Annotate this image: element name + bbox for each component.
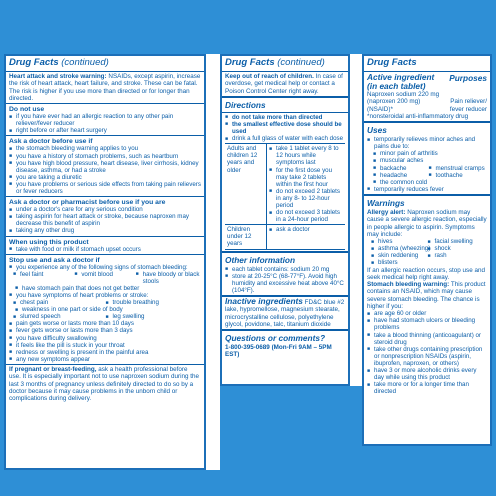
when-using-title: When using this product	[9, 238, 89, 246]
heart-sign: ■ slurred speech	[20, 313, 109, 320]
carton-strip-left	[206, 54, 220, 470]
list-item: ■ taking any other drug	[16, 227, 201, 234]
list-item: ■ have 3 or more alcoholic drinks every day while using this product	[374, 367, 487, 381]
dosage-table	[225, 143, 345, 249]
symptom: ■ hives	[378, 238, 431, 245]
list-item: ■ do not exceed 2 tablets in any 8- to 12-hour period	[276, 188, 340, 209]
heart-sign: ■ trouble breathing	[113, 299, 202, 306]
symptom: ■ facial swelling	[435, 238, 488, 245]
list-item: ■ take other drugs containing prescription or nonprescription NSAIDs (aspirin, ibuprofen, naproxen, or others)	[374, 346, 487, 367]
active-ingredient: Naproxen sodium 220 mg (naproxen 200 mg) (NSAID)* Pain reliever/ fever reducer *nonsteroidal anti-inflammatory drug	[367, 91, 487, 120]
symptom: ■ asthma (wheezing)	[378, 245, 431, 252]
list-item: ■ taking aspirin for heart attack or stroke, because naproxen may decrease this benefit of aspirin	[16, 213, 201, 227]
stomach-bleeding-warning: Stomach bleeding warning: This product contains an NSAID, which may cause severe stomach bleeding. The chance is higher if you:	[367, 281, 486, 310]
heart-sign: ■ leg swelling	[113, 313, 202, 320]
ask-doctor-title: Ask a doctor before use if	[9, 138, 93, 146]
panel-header: Drug Facts (continued)	[225, 57, 325, 68]
drug-facts-panel-1	[4, 54, 206, 470]
list-item: ■ pain gets worse or lasts more than 10 days	[16, 320, 201, 327]
list-item: ■ any new symptoms appear	[16, 356, 201, 363]
pregnancy-warning: If pregnant or breast-feeding, ask a health professional before use. It is especially important not to use naproxen sodium during the last 3 months of pregnancy unless definitely directed to do so by a doctor because it may cause problems in the unborn child or complications during delivery.	[9, 365, 200, 403]
list-item: ■ you are taking a diuretic	[16, 174, 201, 181]
list-item: ■ store at 20-25°C (68-77°F). Avoid high humidity and excessive heat above 40°C (104°F).	[232, 273, 345, 294]
bleeding-sign: ■ feel faint	[20, 271, 78, 285]
symptom: ■ skin reddening	[378, 252, 431, 259]
stop-use-rest	[6, 320, 204, 363]
list-item: ■ fever gets worse or lasts more than 3 days	[16, 327, 201, 334]
questions-phone: 1-800-395-0689 (Mon-Fri 9AM – 5PM EST)	[225, 344, 332, 359]
stomach-bleeding-list	[364, 310, 490, 395]
warnings-title: Warnings	[367, 197, 405, 208]
bleeding-sign: ■ vomit blood	[81, 271, 139, 285]
active-ingredient-header: Active ingredient (in each tablet) Purposes	[367, 72, 487, 91]
heart-signs	[6, 299, 204, 306]
ask-pharmacist-list	[6, 206, 204, 234]
carton-strip-mid	[350, 54, 362, 386]
table-cell-who: Adults and children 12 years and older	[225, 144, 267, 225]
list-item: ■ do not take more than directed	[232, 114, 345, 121]
list-item: ■ take a blood thinning (anticoagulant) or steroid drug	[374, 332, 487, 346]
stop-use-list	[6, 264, 204, 271]
list-item: ■ are age 60 or older	[374, 310, 487, 317]
list-item: ■ redness or swelling is present in the painful area	[16, 349, 201, 356]
other-information-title: Other information	[225, 254, 296, 265]
list-item: ■ you have high blood pressure, heart disease, liver cirrhosis, kidney disease, asthma, or had a stroke	[16, 160, 201, 174]
questions-title: Questions or comments?	[225, 333, 326, 344]
allergy-alert: Allergy alert: Naproxen sodium may cause a severe allergic reaction, especially in people allergic to aspirin. Symptoms may include:	[367, 208, 487, 238]
list-item: ■ you have a history of stomach problems, such as heartburn	[16, 153, 201, 160]
uses-title: Uses	[367, 125, 387, 136]
list-item: ■ ask a doctor	[276, 226, 340, 233]
keep-out-of-reach: Keep out of reach of children. In case of overdose, get medical help or contact a Poison Control Center right away.	[225, 73, 343, 95]
list-item: ■ you have problems or serious side effects from taking pain relievers or fever reducers	[16, 181, 201, 195]
list-item: ■ each tablet contains: sodium 20 mg	[232, 266, 345, 273]
symptom: ■ rash	[435, 252, 488, 259]
panel-header: Drug Facts (continued)	[9, 57, 109, 68]
bleeding-sign: ■ have bloody or black stools	[143, 271, 201, 285]
directions-list	[222, 114, 348, 142]
ask-doctor-list	[6, 145, 204, 195]
use-item: ■ the common cold	[380, 179, 487, 186]
list-item: ■ for the first dose you may take 2 tablets within the first hour	[276, 167, 340, 188]
use-item: ■ muscular aches	[380, 157, 487, 164]
table-cell-who: Children under 12 years	[225, 225, 267, 249]
symptom: ■ blisters	[378, 259, 431, 266]
when-using-list	[6, 246, 204, 253]
list-item: ■ have had stomach ulcers or bleeding problems	[374, 317, 487, 331]
list-item: ■ take with food or milk if stomach upset occurs	[16, 246, 201, 253]
bleeding-sign: ■ have stomach pain that does not get better	[22, 285, 201, 292]
heart-sign: ■ weakness in one part or side of body	[22, 306, 201, 313]
drug-facts-panel-2	[220, 54, 350, 386]
use-item: ■ backache	[380, 165, 432, 172]
list-item: ■ you experience any of the following signs of stomach bleeding:	[16, 264, 201, 271]
stop-use-title: Stop use and ask a doctor if	[9, 256, 100, 264]
panel-header: Drug Facts	[367, 57, 417, 68]
list-item: ■ if you have ever had an allergic reaction to any other pain reliever/fever reducer	[16, 113, 201, 127]
list-item: ■ the stomach bleeding warning applies to you	[16, 145, 201, 152]
footnote: *nonsteroidal anti-inflammatory drug	[367, 112, 469, 120]
symptom: ■ shock	[435, 245, 488, 252]
use-item: ■ toothache	[436, 172, 488, 179]
list-item: ■ under a doctor's care for any serious condition	[16, 206, 201, 213]
do-not-use-list	[6, 113, 204, 134]
use-item: ■ menstrual cramps	[436, 165, 488, 172]
list-item: ■ you have difficulty swallowing	[16, 335, 201, 342]
list-item: ■ do not exceed 3 tablets in a 24-hour period	[276, 209, 340, 223]
list-item: ■ the smallest effective dose should be used	[232, 121, 345, 135]
list-item: ■ temporarily reduces fever	[374, 186, 487, 193]
allergy-symptoms	[364, 238, 490, 266]
other-information-list	[222, 266, 348, 294]
table-cell-dosage	[267, 144, 345, 225]
list-item: ■ it feels like the pill is stuck in your throat	[16, 342, 201, 349]
ask-pharmacist-title: Ask a doctor or pharmacist before use if you are	[9, 199, 166, 207]
list-item: ■ temporarily relieves minor aches and pains due to:	[374, 136, 487, 150]
list-item: ■ right before or after heart surgery	[16, 127, 201, 134]
inactive-ingredients: Inactive ingredients FD&C blue #2 lake, hypromellose, magnesium stearate, microcrystalline cellulose, polyethylene glycol, povidone, talc, titanium dioxide	[225, 295, 345, 328]
heart-sign: ■ chest pain	[20, 299, 109, 306]
heart-warning: Heart attack and stroke warning: NSAIDs, except aspirin, increase the risk of heart attack, heart failure, and stroke. These can be fatal. The risk is higher if you use more than directed or for longer than directed.	[9, 73, 201, 102]
use-item: ■ minor pain of arthritis	[380, 150, 487, 157]
allergy-after: If an allergic reaction occurs, stop use and seek medical help right away.	[367, 266, 485, 281]
bleeding-signs	[6, 271, 204, 285]
list-item: ■ take 1 tablet every 8 to 12 hours while symptoms last	[276, 145, 340, 166]
list-item: ■ you have symptoms of heart problems or stroke:	[16, 292, 201, 299]
use-item: ■ headache	[380, 172, 432, 179]
do-not-use-title: Do not use	[9, 106, 45, 114]
directions-title: Directions	[225, 99, 266, 110]
drug-facts-panel-3	[362, 54, 492, 446]
table-cell-dosage	[267, 225, 345, 249]
list-item: ■ take more or for a longer time than directed	[374, 381, 487, 395]
uses-list	[364, 136, 490, 150]
list-item: ■ drink a full glass of water with each dose	[232, 135, 345, 142]
